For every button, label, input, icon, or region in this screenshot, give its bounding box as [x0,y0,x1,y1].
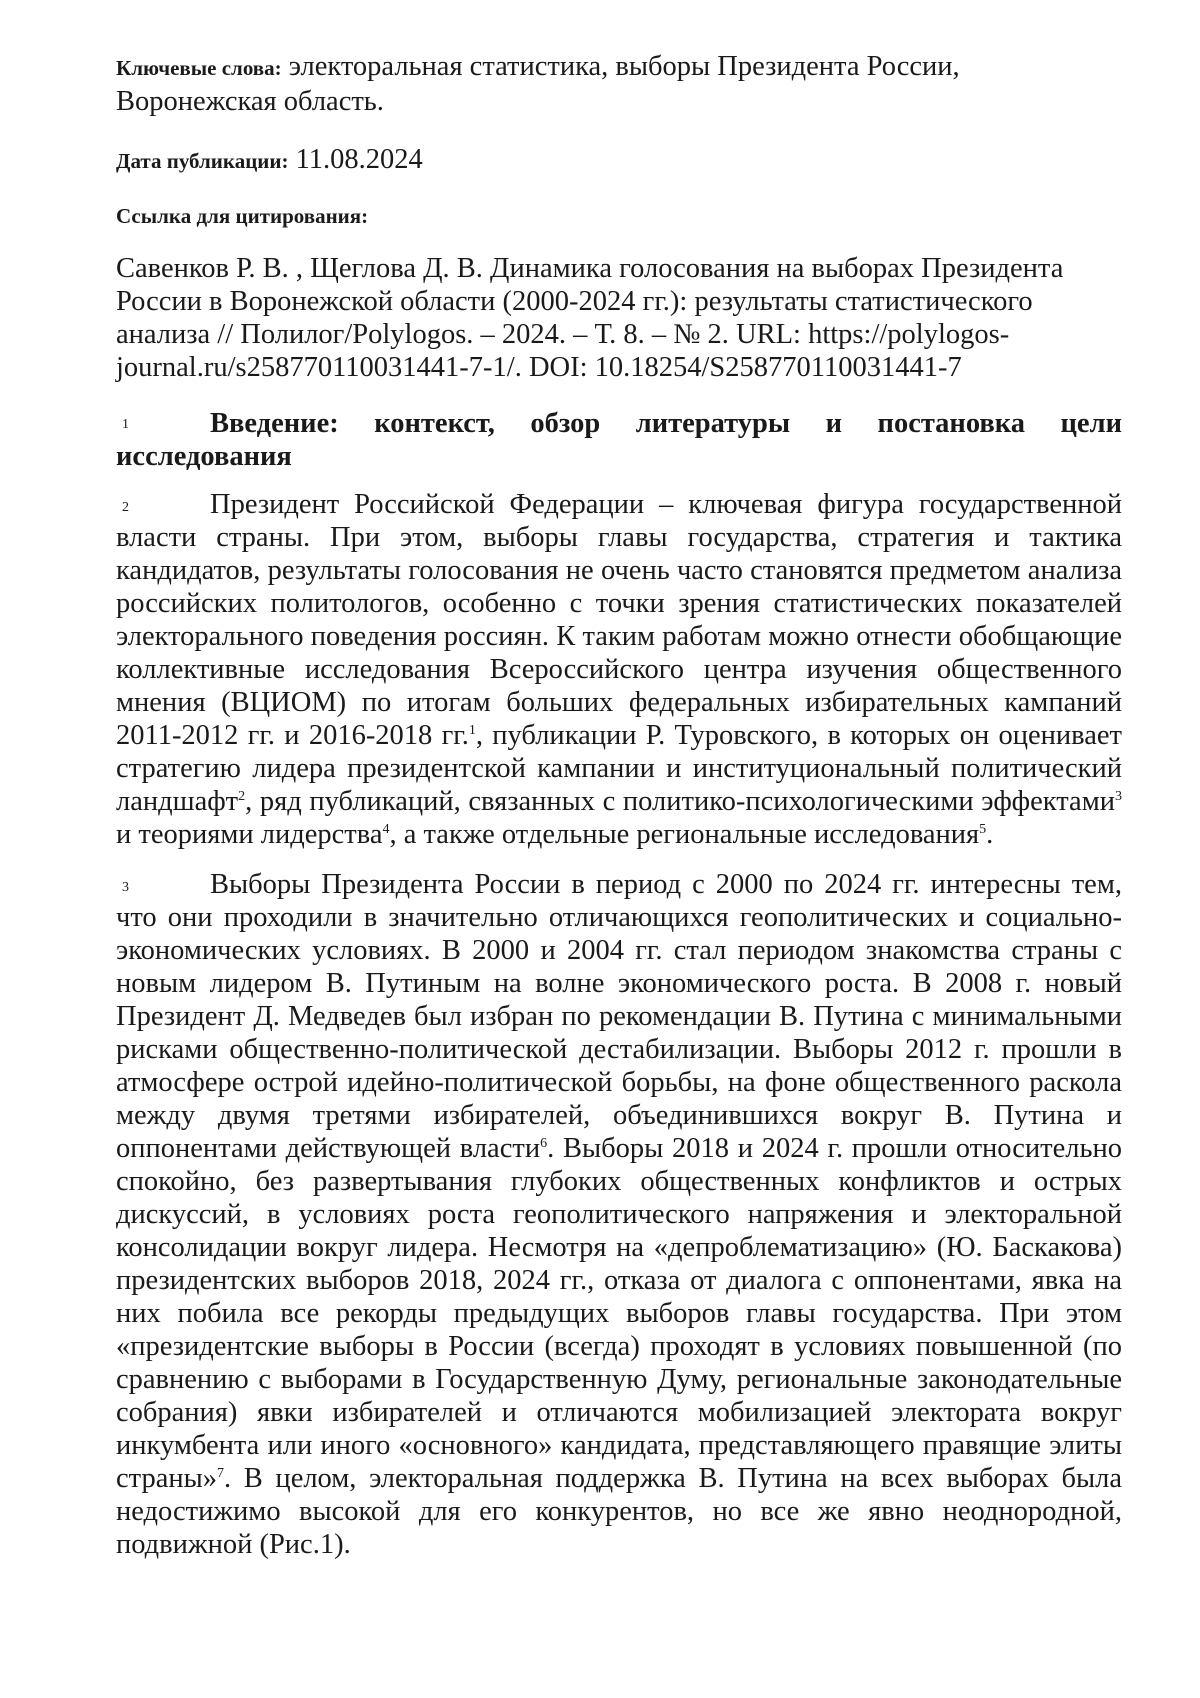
footnote-ref[interactable]: 1 [468,723,476,738]
footnote-ref[interactable]: 3 [1115,789,1122,804]
paragraph-number: 3 [122,880,129,895]
paragraph-2 [116,488,1122,851]
publication-date [116,143,1122,178]
footnote-ref[interactable]: 2 [238,789,246,804]
citation-label-row [116,198,1122,233]
paragraph-text: , публикации Р. Туровского, в которых он оценивает стратегию лидера президентской кампании и институциональный политический ландшафт [116,720,1122,817]
footnote-ref[interactable]: 5 [979,822,987,837]
publication-date-value: 11.08.2024 [295,144,423,175]
publication-date-label: Дата публикации: [116,149,289,173]
keywords-label: Ключевые слова: [116,56,282,80]
paragraph-text: . [986,819,994,850]
section-heading-continuation: исследования [116,441,292,472]
keywords-value: электоральная статистика, выборы Президента России, Воронежская область. [116,51,960,117]
footnote-ref[interactable]: 7 [217,1466,225,1481]
paragraph-text: , а также отдельные региональные исследования [389,819,980,850]
citation-text: Савенков Р. В. , Щеглова Д. В. Динамика голосования на выборах Президента России в Воронежской области (2000-2024 гг.): результаты статистического анализа // Полилог/Polylogos. – 2024. – Т. 8. – № 2. URL: https://polylogos-journal.ru/s258770110031441-7-1/. DOI: 10.18254/S258770110031441-7 [116,253,1064,383]
paragraph-text: Президент Российской Федерации – ключевая фигура государственной власти страны. При этом, выборы главы государства, стратегия и тактика кандидатов, результаты голосования не очень часто становятся предметом анализа российских политологов, особенно с точки зрения статистических показателей электорального поведения россиян. К таким работам можно отнести обобщающие коллективные исследования Всероссийского центра изучения общественного мнения (ВЦИОМ) по итогам больших федеральных избирательных кампаний 2011-2012 гг. и 2016-2018 гг. [116,489,1122,751]
paragraph-text: . Выборы 2018 и 2024 г. прошли относительно спокойно, без развертывания глубоких общественных конфликтов и острых дискуссий, в условиях роста геополитического напряжения и электоральной консолидации вокруг лидера. Несмотря на «депроблематизацию» (Ю. Баскакова) президентских выборов 2018, 2024 гг., отказа от диалога с оппонентами, явка на них побила все рекорды предыдущих выборов главы государства. При этом «президентские выборы в России (всегда) проходят в условиях повышенной (по сравнению с выборами в Государственную Думу, региональные законодательные собрания) явки избирателей и отличаются мобилизацией электората вокруг инкумбента или иного «основного» кандидата, представляющего правящие элиты страны» [116,1133,1122,1494]
paragraph-text: и теориями лидерства [116,819,383,850]
paragraph-number: 1 [122,417,129,432]
paragraph-number: 2 [122,500,129,515]
paragraph-text: , ряд публикаций, связанных с политико-психологическими эффектами [245,786,1115,817]
keywords [116,50,1122,118]
paragraph-text: Выборы Президента России в период с 2000 по 2024 гг. интересны тем, что они проходили в значительно отличающихся геополитических и социально-экономических условиях. В 2000 и 2004 гг. стал периодом знакомства страны с новым лидером В. Путиным на волне экономического роста. В 2008 г. новый Президент Д. Медведев был избран по рекомендации В. Путина с минимальными рисками общественно-политической дестабилизации. Выборы 2012 г. прошли в атмосфере острой идейно-политической борьбы, на фоне общественного раскола между двумя третями избирателей, объединившихся вокруг В. Путина и оппонентами действующей власти [116,869,1122,1164]
section-heading: Введение: контекст, обзор литературы и постановка цели [210,408,1122,439]
paragraph-3 [116,868,1122,1561]
citation-label: Ссылка для цитирования: [116,204,369,228]
footnote-ref[interactable]: 4 [382,822,390,837]
paragraph-text: . В целом, электоральная поддержка В. Путина на всех выборах была недостижимо высокой для его конкурентов, но все же явно неоднородной, подвижной (Рис.1). [116,1463,1122,1560]
footnote-ref[interactable]: 6 [540,1136,548,1151]
